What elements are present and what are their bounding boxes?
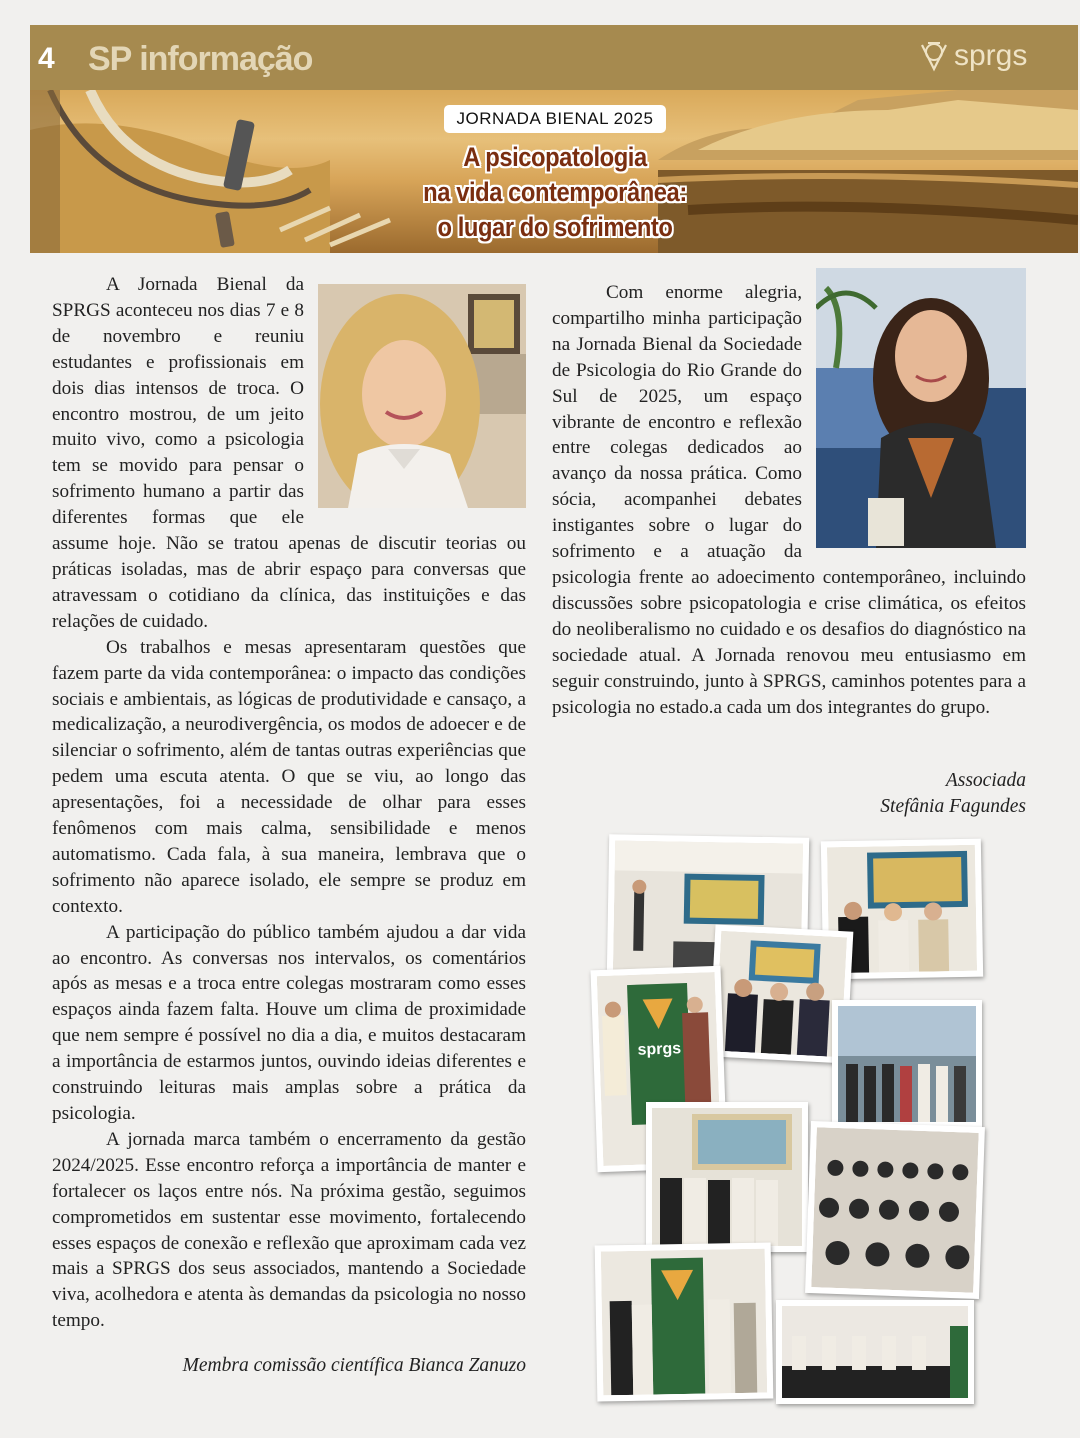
paragraph: A participação do público também ajudou a dar vida ao encontro. As conversas nos intervalos, os comentários após as mesas e a troca entre colegas mostraram como esses espaços ainda fazem falta. Houve um clima de proximidade que nem sempre é possível no dia a dia, e muitos destacaram a importância de estarmos juntos, ouvindo ideias diferentes e construindo leituras mais amplas sobre a prática da psicologia. [52,921,526,1124]
section-title: SP informação [88,40,313,78]
event-photo-sponsor-banner [595,1242,774,1401]
event-tag: JORNADA BIENAL 2025 [444,105,666,133]
paragraph: Os trabalhos e mesas apresentaram questões que fazem parte da vida contemporânea: o impacto das condições sociais e ambientais, as lógicas de produtividade e cansaço, a medicalização, a neurodivergência, os modos de adoecer e de silenciar o sofrimento, além de tantas outras experiências que pedem uma escuta atenta. O que se viu, ao longo das apresentações, foi a necessidade de olhar para esses fenômenos com mais calma, sensibilidade e menos automatismo. Cada fala, à sua maneira, lembrava que o sofrimento não aparece isolado, ele sempre se produz em contexto. [52,636,526,917]
author-signature [552,768,1026,820]
headline-line: na vida contemporânea: [423,177,687,207]
headline-line: o lugar do sofrimento [437,212,673,242]
event-photo-panel [776,1300,974,1404]
paragraph: A Jornada Bienal da SPRGS aconteceu nos dias 7 e 8 de novembro e reuniu estudantes e profissionais em dois dias intensos de troca. O encontro mostrou, de um jeito muito vivo, como a psicologia tem se movido para pensar o sofrimento humano a partir das diferentes formas que ele assume hoje. Não se tratou apenas de discutir teorias ou práticas isoladas, mas de abrir espaço para conversas que atravessam o cotidiano da clínica, das instituições e das relações de cuidado. [52,274,526,632]
stefania-portrait-photo [816,268,1026,548]
bianca-portrait-photo [318,284,526,508]
collage-banner-logo: sprgs [637,1040,682,1059]
author-signature: Membra comissão científica Bianca Zanuzo [182,1355,526,1376]
article-headline [380,140,730,245]
sprgs-logo-icon [918,39,950,73]
headline-line: A psicopatologia [463,142,647,172]
event-photo-women-group [646,1102,808,1252]
page-number: 4 [38,42,55,75]
left-article [52,272,526,1334]
sprgs-logo [918,38,1027,74]
right-article [552,280,1026,720]
paragraph: A jornada marca também o encerramento da gestão 2024/2025. Esse encontro reforça a importância de manter e fortalecer os laços entre nós. Na próxima gestão, seguimos comprometidos em sustentar esse movimento, fortalecendo esses espaços de conexão e reflexão que aproximam cada vez mais a SPRGS dos seus associados, mantendo a Sociedade viva, acolhedora e atenta às demandas da psicologia no nosso tempo. [52,1128,526,1332]
signature-name: Stefânia Fagundes [880,796,1026,817]
logo-text: sprgs [954,39,1028,72]
signature-role: Associada [945,770,1026,791]
event-photo-waterfront [832,1000,982,1128]
paragraph: Com enorme alegria, compartilho minha participação na Jornada Bienal da Sociedade de Psicologia do Rio Grande do Sul de 2025, um espaço vibrante de encontro e reflexão entre colegas dedicados ao avanço da nossa prática. Como sócia, acompanhei debates instigantes sobre o lugar do sofrimento e a atuação da psicologia frente ao adoecimento contemporâneo, incluindo discussões sobre psicopatologia e crise climática, os efeitos do neoliberalismo no cuidado e os desafios do diagnóstico na sociedade atual. A Jornada renovou meu entusiasmo em seguir construindo, junto à SPRGS, caminhos potentes para a psicologia no estado.a cada um dos integrantes do grupo. [552,282,1026,718]
event-photo-audience [805,1121,985,1299]
